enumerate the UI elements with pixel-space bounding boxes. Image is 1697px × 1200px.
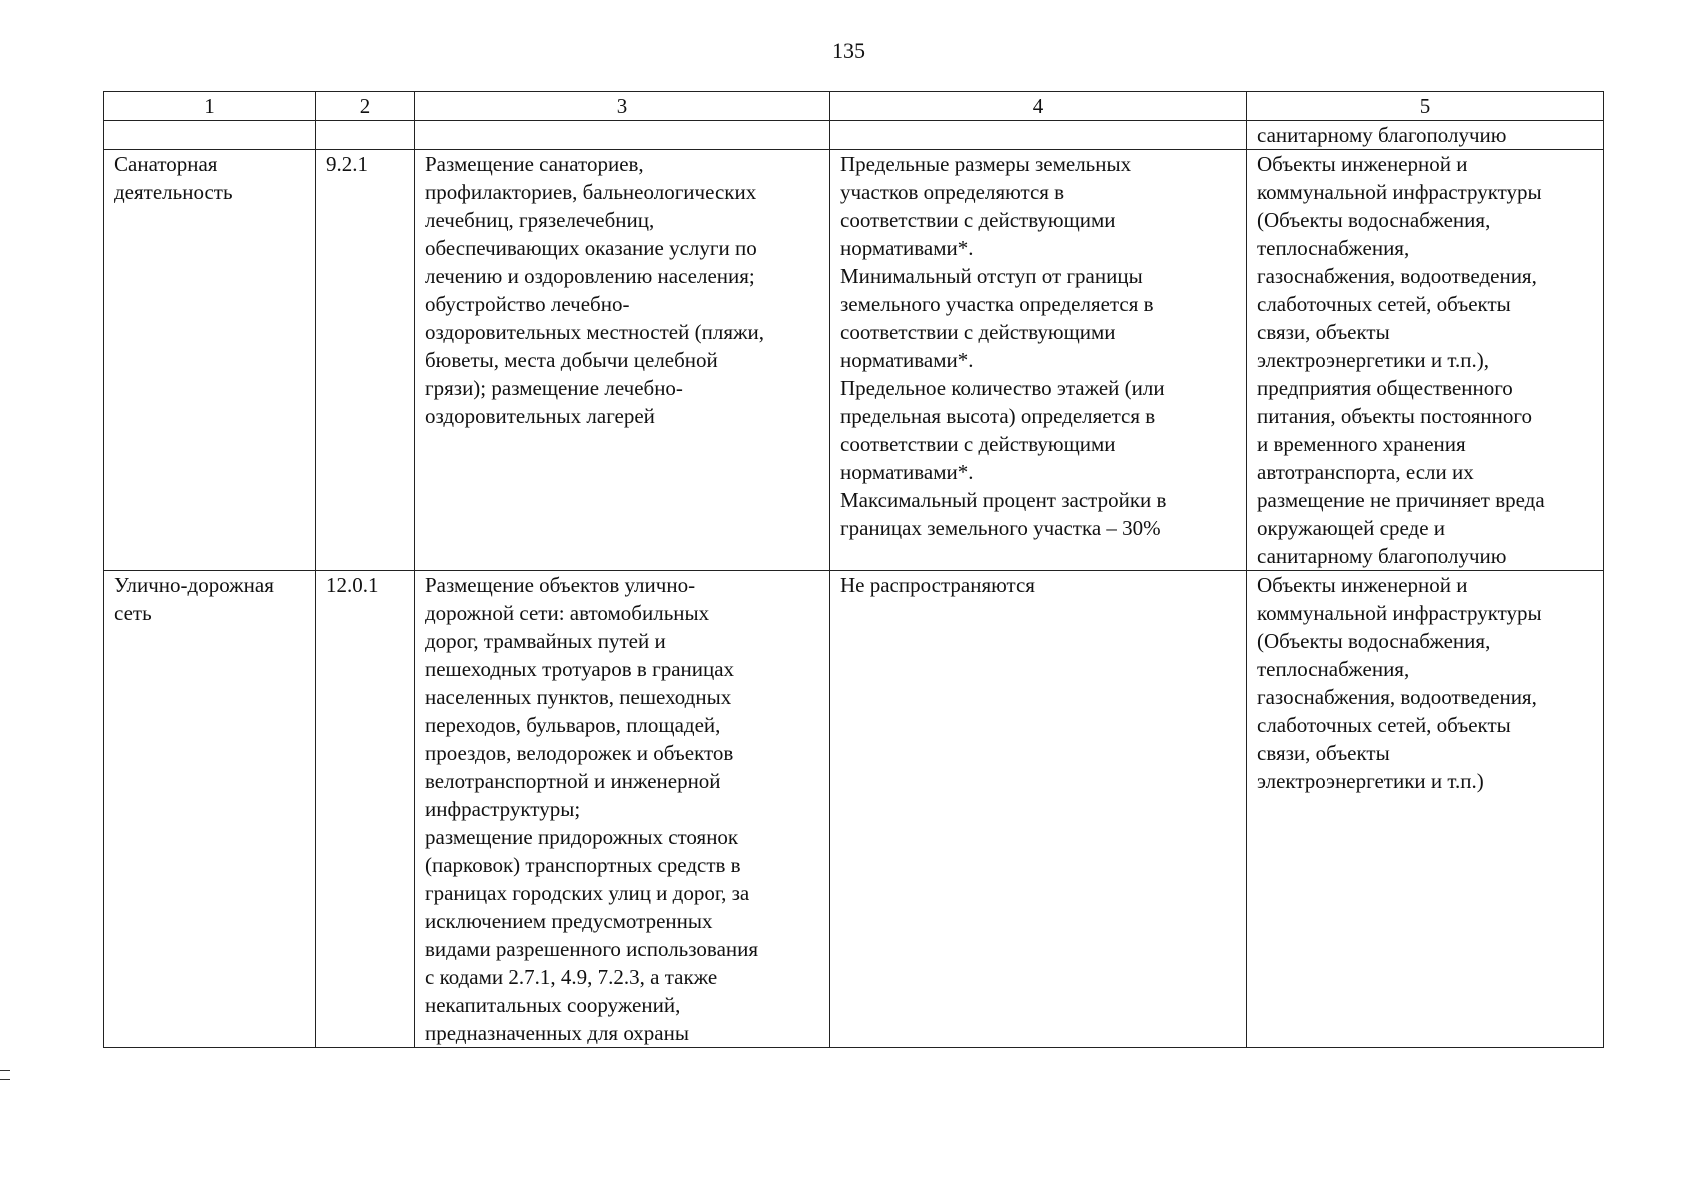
use-name: Улично-дорожная сеть xyxy=(114,573,274,625)
continuation-col-5 xyxy=(1247,121,1604,150)
use-code: 12.0.1 xyxy=(326,573,379,597)
table-row xyxy=(104,571,1604,1048)
margin-tick xyxy=(0,1079,10,1080)
use-auxiliary-cell xyxy=(1247,571,1604,1048)
margin-tick xyxy=(0,1070,10,1071)
header-col-5: 5 xyxy=(1247,92,1604,121)
use-code-cell xyxy=(316,571,415,1048)
table-row xyxy=(104,150,1604,571)
continuation-col-1 xyxy=(104,121,316,150)
use-description-cell xyxy=(415,571,830,1048)
use-parameters-cell xyxy=(830,571,1247,1048)
use-auxiliary: Объекты инженерной и коммунальной инфраструктуры (Объекты водоснабжения, теплоснабжения, газоснабжения, водоотведения, слаботочных сетей, объекты связи, объекты электроэнергетики и т.п.), предприятия общественного питания, объекты постоянного и временного хранения автотранспорта, если их размещение не причиняет вреда окружающей среде и санитарному благополучию xyxy=(1257,152,1545,568)
continuation-col-2 xyxy=(316,121,415,150)
use-parameters: Предельные размеры земельных участков определяются в соответствии с действующими нормативами*. Минимальный отступ от границы земельного участка определяется в соответствии с действующими нормативами*. Предельное количество этажей (или предельная высота) определяется в соответствии с действующими нормативами*. Максимальный процент застройки в границах земельного участка – 30% xyxy=(840,152,1167,540)
table-continuation-row xyxy=(104,121,1604,150)
land-use-table xyxy=(103,91,1604,1048)
use-description: Размещение объектов улично- дорожной сети: автомобильных дорог, трамвайных путей и пешеходных тротуаров в границах населенных пунктов, пешеходных переходов, бульваров, площадей, проездов, велодорожек и объектов велотранспортной и инженерной инфраструктуры; размещение придорожных стоянок (парковок) транспортных средств в границах городских улиц и дорог, за исключением предусмотренных видами разрешенного использования с кодами 2.7.1, 4.9, 7.2.3, а также некапитальных сооружений, предназначенных для охраны xyxy=(425,573,759,1045)
header-col-1: 1 xyxy=(104,92,316,121)
use-description-cell xyxy=(415,150,830,571)
continuation-col-4 xyxy=(830,121,1247,150)
use-parameters-cell xyxy=(830,150,1247,571)
continuation-col-3 xyxy=(415,121,830,150)
use-name: Санаторная деятельность xyxy=(114,152,233,204)
table-header-row xyxy=(104,92,1604,121)
continuation-text: санитарному благополучию xyxy=(1257,123,1507,147)
scan-margin-marks xyxy=(0,1070,10,1100)
header-col-3: 3 xyxy=(415,92,830,121)
header-col-4: 4 xyxy=(830,92,1247,121)
use-code: 9.2.1 xyxy=(326,152,368,176)
use-auxiliary-cell xyxy=(1247,150,1604,571)
use-name-cell xyxy=(104,571,316,1048)
use-parameters: Не распространяются xyxy=(840,573,1035,597)
use-name-cell xyxy=(104,150,316,571)
use-auxiliary: Объекты инженерной и коммунальной инфраструктуры (Объекты водоснабжения, теплоснабжения, газоснабжения, водоотведения, слаботочных сетей, объекты связи, объекты электроэнергетики и т.п.) xyxy=(1257,573,1542,793)
use-description: Размещение санаториев, профилакториев, бальнеологических лечебниц, грязелечебниц, обеспечивающих оказание услуги по лечению и оздоровлению населения; обустройство лечебно- оздоровительных местностей (пляжи, бюветы, места добычи целебной грязи); размещение лечебно- оздоровительных лагерей xyxy=(425,152,764,428)
header-col-2: 2 xyxy=(316,92,415,121)
use-code-cell xyxy=(316,150,415,571)
page-number: 135 xyxy=(832,38,865,63)
